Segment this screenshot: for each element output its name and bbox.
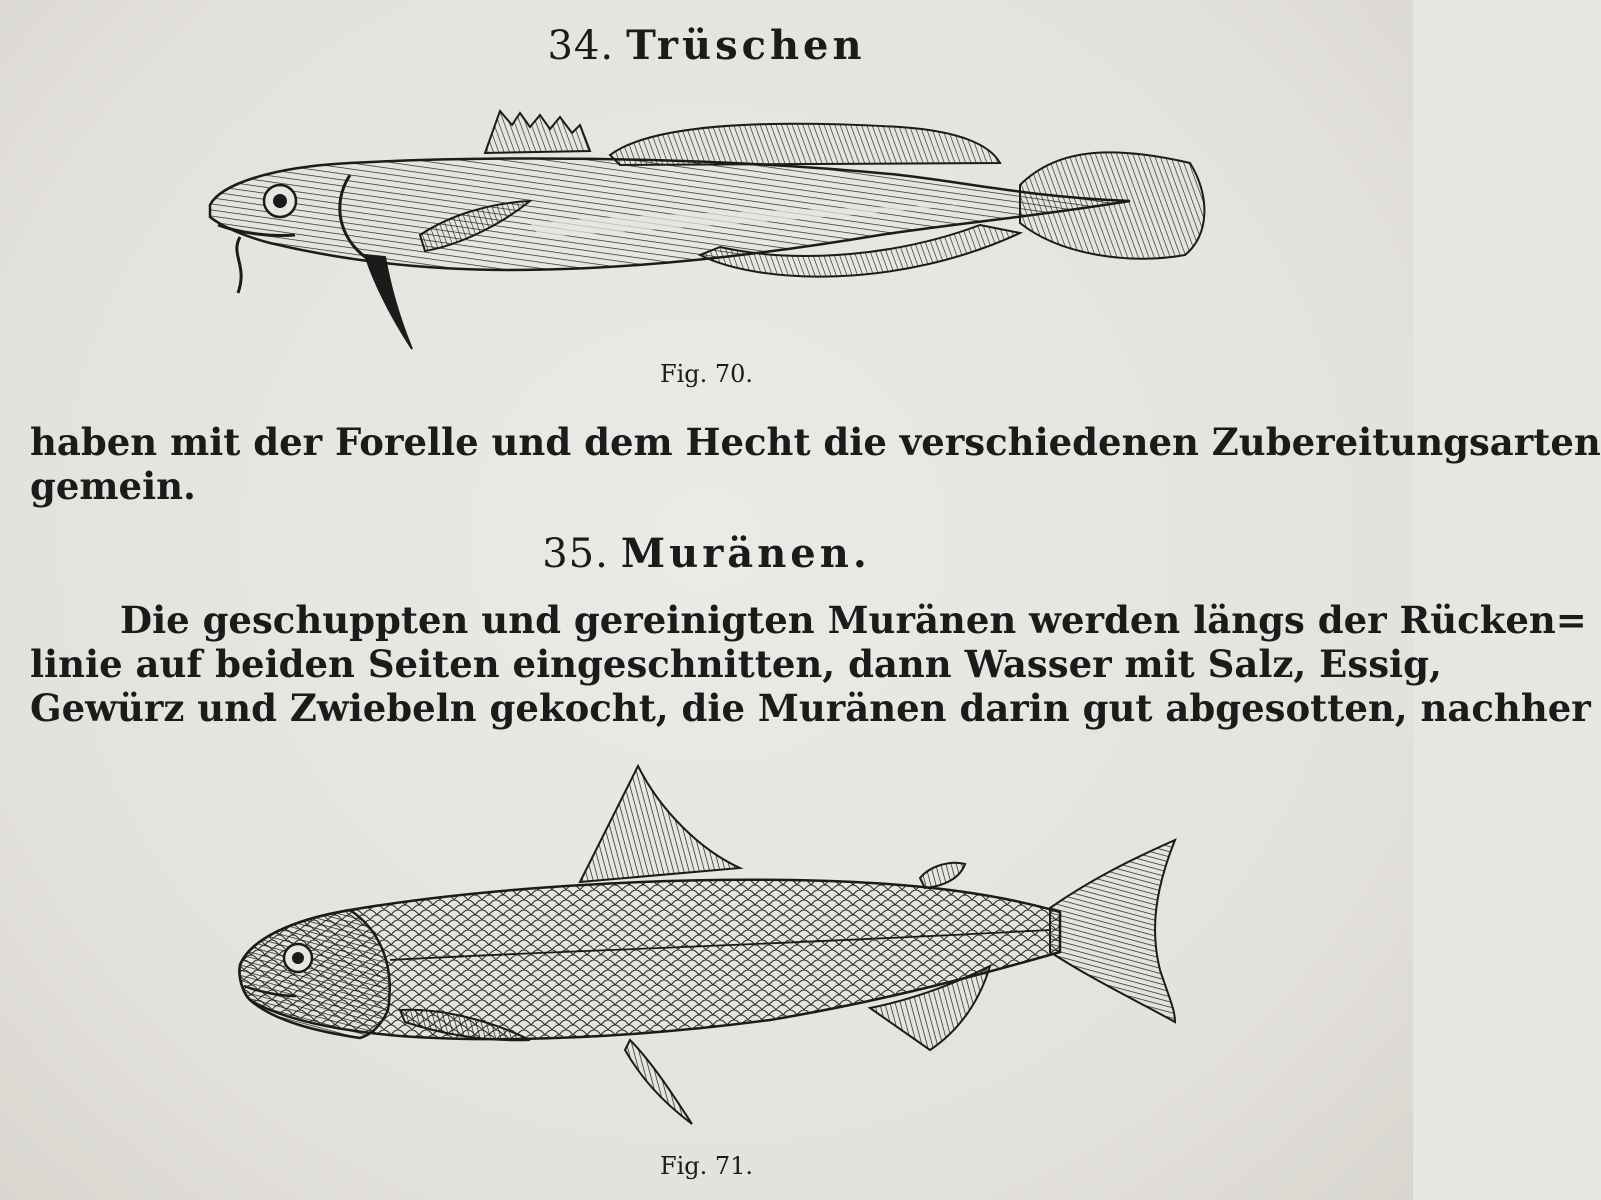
section-35-heading: [0, 530, 1413, 577]
paragraph-2: [30, 598, 1591, 730]
paragraph-2-line-3: Gewürz und Zwiebeln gekocht, die Muränen darin gut abgesotten, nachher: [30, 686, 1591, 730]
section-35-title: Muränen.: [620, 530, 871, 577]
section-34-title: Trüschen: [626, 22, 866, 69]
paragraph-2-line-1: Die geschuppten und gereinigten Muränen werden längs der Rücken=: [120, 598, 1587, 642]
figure-71-caption: Fig. 71.: [659, 1152, 754, 1180]
paragraph-1-line-2: gemein.: [30, 464, 196, 508]
whitefish-illustration: [230, 760, 1190, 1130]
paragraph-2-line-2: linie auf beiden Seiten eingeschnitten, dann Wasser mit Salz, Essig,: [30, 642, 1442, 686]
paragraph-1-line-1: haben mit der Forelle und dem Hecht die verschiedenen Zubereitungsarten: [30, 420, 1601, 464]
section-34-heading: [0, 22, 1413, 69]
paragraph-1: [30, 420, 1601, 508]
section-34-number: 34.: [547, 23, 615, 69]
section-35-number: 35.: [542, 531, 609, 577]
burbot-illustration: [200, 105, 1210, 355]
figure-70-caption: Fig. 70.: [659, 360, 754, 388]
